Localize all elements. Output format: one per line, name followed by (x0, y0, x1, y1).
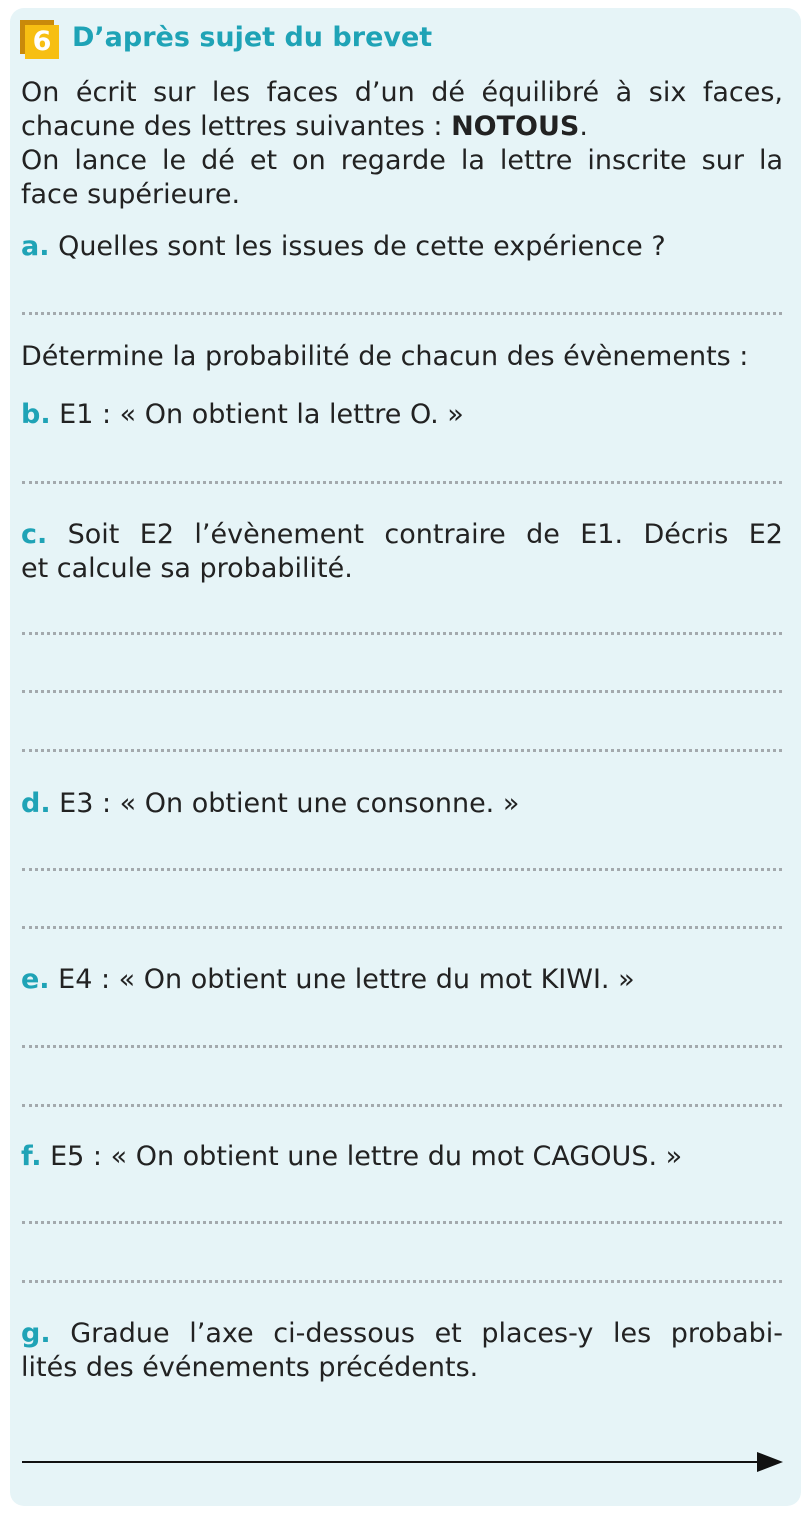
question-d-text: E3 : « On obtient une consonne. » (50, 788, 520, 819)
intro-line-2-prefix: chacune des lettres suivantes : (21, 111, 452, 142)
question-g-label: g. (21, 1318, 51, 1349)
answer-line-b[interactable] (22, 481, 782, 484)
intro-line-2 (21, 110, 783, 144)
answer-line-e-2[interactable] (22, 1104, 782, 1107)
question-a-text: Quelles sont les issues de cette expérience ? (49, 231, 666, 262)
question-b (21, 398, 783, 432)
answer-line-c-2[interactable] (22, 690, 782, 693)
question-d (21, 787, 783, 821)
answer-line-e-1[interactable] (22, 1045, 782, 1048)
question-g-line-2: lités des événements précédents. (21, 1352, 479, 1383)
answer-line-a[interactable] (22, 312, 782, 315)
exercise-title: D’après sujet du brevet (72, 22, 433, 53)
instruction: Détermine la probabilité de chacun des évènements : (21, 341, 749, 372)
question-e-text: E4 : « On obtient une lettre du mot KIWI. » (49, 964, 635, 995)
exercise-number-badge (20, 20, 60, 60)
probability-axis[interactable] (22, 1461, 764, 1463)
answer-line-d-1[interactable] (22, 868, 782, 871)
question-a-label: a. (21, 231, 50, 262)
letters-notous: NOTOUS (451, 111, 580, 142)
answer-line-f-1[interactable] (22, 1221, 782, 1224)
question-c-label: c. (21, 519, 48, 550)
intro-line-3: On lance le dé et on regarde la lettre inscrite sur la (21, 145, 783, 176)
axis-arrow-icon (757, 1452, 783, 1472)
question-c-text-1: Soit E2 l’évènement contraire de E1. Décris E2 (47, 519, 783, 550)
question-c-line-1 (21, 518, 783, 552)
answer-line-c-3[interactable] (22, 749, 782, 752)
question-c-line-2: et calcule sa probabilité. (21, 553, 353, 584)
answer-line-d-2[interactable] (22, 926, 782, 929)
question-e (21, 963, 783, 997)
question-b-text: E1 : « On obtient la lettre O. » (50, 399, 464, 430)
answer-line-f-2[interactable] (22, 1280, 782, 1283)
question-f-label: f. (21, 1141, 42, 1172)
intro-line-1: On écrit sur les faces d’un dé équilibré à six faces, (21, 77, 783, 108)
question-d-label: d. (21, 788, 51, 819)
intro-line-2-suffix: . (579, 111, 588, 142)
question-b-label: b. (21, 399, 51, 430)
question-g-text-1: Gradue l’axe ci-dessous et places-y les probabi- (50, 1318, 783, 1349)
answer-line-c-1[interactable] (22, 632, 782, 635)
question-a (21, 230, 783, 264)
question-g-line-1 (21, 1317, 783, 1351)
exercise-number: 6 (25, 25, 59, 59)
question-f (21, 1140, 783, 1174)
question-e-label: e. (21, 964, 50, 995)
question-f-text: E5 : « On obtient une lettre du mot CAGOUS. » (41, 1141, 683, 1172)
intro-line-4: face supérieure. (21, 179, 241, 210)
